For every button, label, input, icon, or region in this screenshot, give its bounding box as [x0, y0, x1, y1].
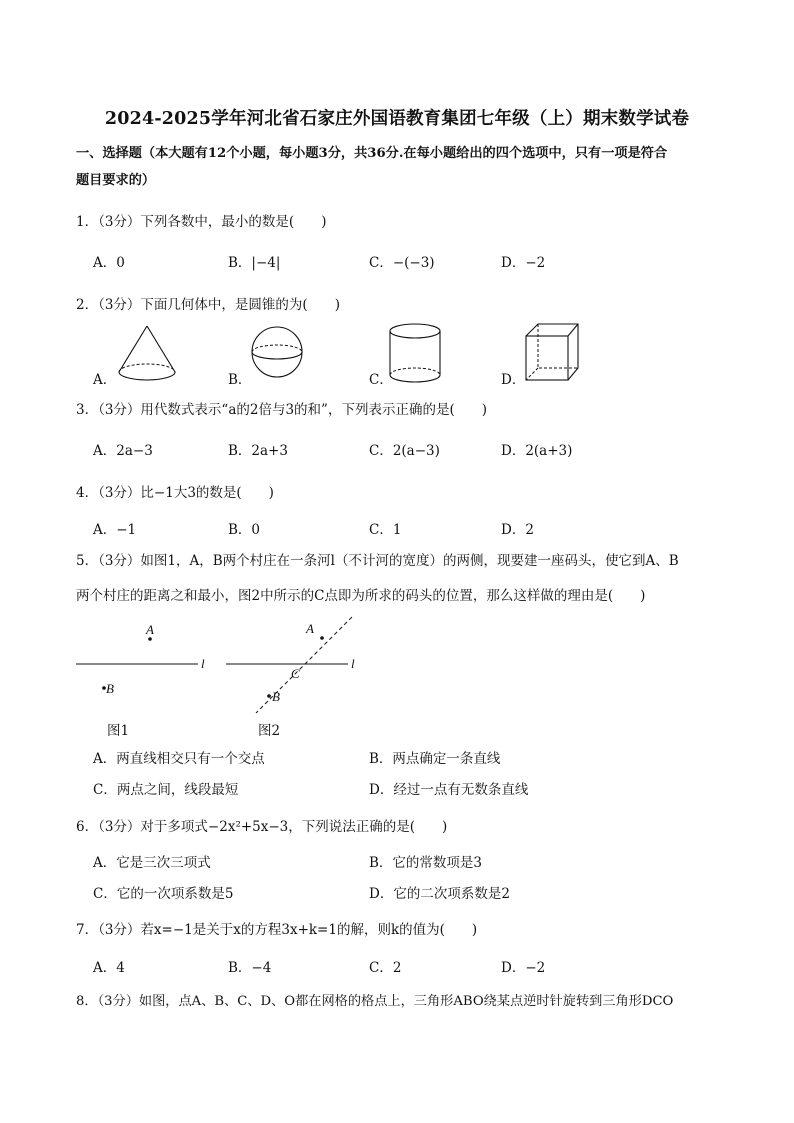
question-7-option-a: A．4	[93, 960, 125, 976]
question-2-option-d: D．	[501, 372, 526, 388]
question-1-option-a: A．0	[93, 255, 125, 271]
figure-1-label-a: A	[146, 622, 154, 637]
question-7-option-c: C．2	[369, 960, 402, 976]
question-7-stem: 7．（3分）若x=−1是关于x的方程3x+k=1的解，则k的值为( )	[76, 922, 478, 938]
question-3-option-b: B．2a+3	[228, 443, 288, 459]
question-8-stem: 8．（3分）如图，点A、B、C、D、O都在网格的格点上，三角形ABO绕某点逆时针旋转到三角形DCO	[76, 994, 674, 1009]
figure-2-label-a: A	[306, 621, 314, 636]
question-2-option-c: C．	[369, 372, 393, 388]
question-6-stem: 6．（3分）对于多项式−2x²+5x−3，下列说法正确的是( )	[76, 819, 448, 835]
figure-1-label-l: l	[201, 656, 205, 671]
question-1-option-c: C．−(−3)	[369, 255, 435, 271]
figure-2-label-c: C	[291, 666, 300, 681]
question-6-option-d: D．它的二次项系数是2	[369, 886, 510, 902]
sphere-figure	[250, 323, 304, 381]
figure-2-label-l: l	[351, 656, 355, 671]
question-5-option-c: C．两点之间，线段最短	[93, 782, 239, 798]
question-7-option-d: D．−2	[501, 960, 546, 976]
question-2-option-b: B．	[228, 372, 252, 388]
figure-1-caption: 图1	[107, 723, 130, 739]
question-6-option-c: C．它的一次项系数是5	[93, 886, 234, 902]
section-instructions-line2: 题目要求的）	[76, 173, 156, 188]
cone-figure	[115, 322, 179, 384]
question-5-option-d: D．经过一点有无数条直线	[369, 782, 529, 798]
figure-2-label-b: B	[272, 689, 280, 704]
figure-2-caption: 图2	[258, 723, 281, 739]
cylinder-figure	[387, 321, 443, 385]
question-4-option-a: A．−1	[93, 522, 137, 538]
cuboid-figure	[522, 320, 582, 384]
question-1-option-b: B．|−4|	[228, 255, 281, 271]
question-6-option-a: A．它是三次三项式	[93, 855, 211, 871]
question-5-option-a: A．两直线相交只有一个交点	[93, 751, 265, 767]
question-6-option-b: B．它的常数项是3	[369, 855, 483, 871]
question-3-option-c: C．2(a−3)	[369, 443, 440, 459]
question-1-stem: 1．（3分）下列各数中，最小的数是( )	[76, 214, 327, 230]
question-5-option-b: B．两点确定一条直线	[369, 751, 501, 767]
question-3-option-d: D．2(a+3)	[501, 443, 573, 459]
question-4-option-d: D．2	[501, 522, 534, 538]
question-4-option-b: B．0	[228, 522, 261, 538]
question-3-option-a: A．2a−3	[93, 443, 153, 459]
section-instructions-line1: 一、选择题（本大题有12个小题，每小题3分，共36分.在每小题给出的四个选项中，只有一项是符合	[76, 146, 668, 161]
question-2-stem: 2．（3分）下面几何体中，是圆锥的为( )	[76, 297, 340, 313]
question-1-option-d: D．−2	[501, 255, 546, 271]
question-2-option-a: A．	[93, 372, 117, 388]
question-4-stem: 4．（3分）比−1大3的数是( )	[76, 485, 274, 501]
question-5-stem-line2: 两个村庄的距离之和最小，图2中所示的C点即为所求的码头的位置，那么这样做的理由是( )	[76, 588, 646, 604]
question-4-option-c: C．1	[369, 522, 402, 538]
question-5-stem-line1: 5．（3分）如图1，A，B两个村庄在一条河l（不计河的宽度）的两侧，现要建一座码头，使它到A、B	[76, 553, 679, 569]
figure-2-diagram	[224, 615, 354, 715]
question-3-stem: 3．（3分）用代数式表示“a的2倍与3的和”，下列表示正确的是( )	[76, 402, 487, 418]
figure-1-diagram	[74, 620, 214, 704]
question-7-option-b: B．−4	[228, 960, 272, 976]
figure-1-label-b: B	[106, 681, 114, 696]
page-title: 2024-2025学年河北省石家庄外国语教育集团七年级（上）期末数学试卷	[104, 109, 690, 129]
